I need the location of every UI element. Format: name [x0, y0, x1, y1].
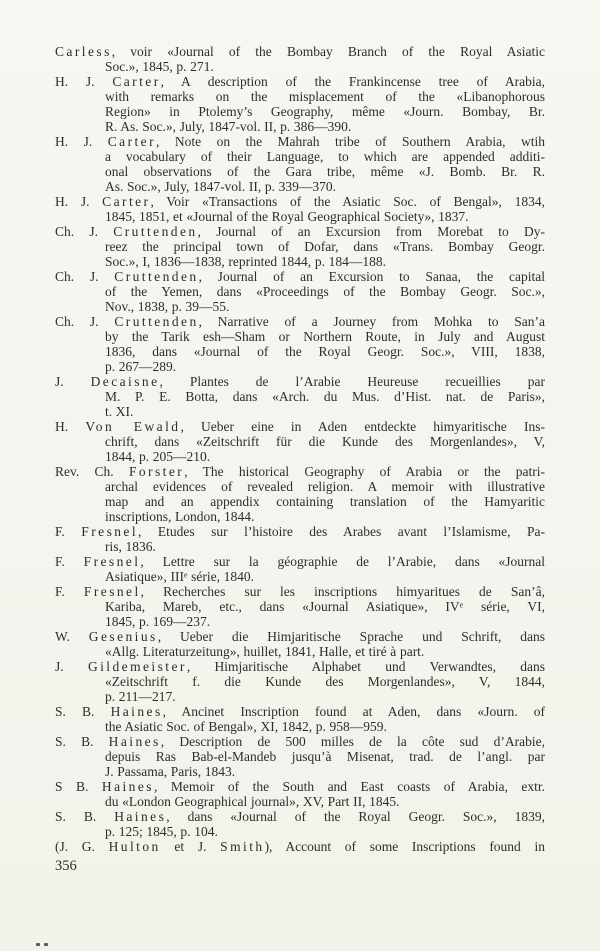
entry-line	[105, 644, 545, 659]
entry-text: p. 125; 1845, p. 104.	[105, 824, 218, 839]
entry-line	[105, 434, 545, 449]
author-name: Gildemeister	[87, 659, 187, 674]
page-number: 356	[55, 858, 77, 874]
entry-text: , Voir «Transactions of the Asiatic Soc. of Bengal», 1834,	[150, 194, 545, 209]
entry-line	[105, 344, 545, 359]
entry-text: H. J.	[55, 134, 108, 149]
entry-text: Kariba, Mareb, etc., dans «Journal Asiatique», IVᵉ série, VI,	[105, 599, 545, 614]
entry-line	[105, 749, 545, 764]
bibliography-entry	[55, 269, 545, 314]
bibliography-list	[55, 44, 545, 854]
entry-text: of the Yemen, dans «Proceedings of the Bombay Geogr. Soc.»,	[105, 284, 545, 299]
author-name: Carless	[55, 44, 112, 59]
entry-text: onal observations of the Gara tribe, même «J. Bomb. Br. R.	[105, 164, 545, 179]
entry-text: J. Passama, Paris, 1843.	[105, 764, 236, 779]
entry-line	[105, 824, 545, 839]
entry-text: map and an appendix containing translation of the Hamyaritic	[105, 494, 545, 509]
bibliography-entry	[55, 584, 545, 629]
bibliography-entry	[55, 704, 545, 734]
author-name: Smith	[220, 839, 265, 854]
entry-line	[55, 134, 545, 149]
bibliography-entry	[55, 314, 545, 374]
entry-text: F.	[55, 584, 84, 599]
entry-text: As. Soc.», July, 1847-vol. II, p. 339—370.	[105, 179, 336, 194]
entry-text: H.	[55, 419, 86, 434]
entry-text: «Zeitschrift f. die Kunde des Morgenlandes», V, 1844,	[105, 674, 545, 689]
entry-text: J.	[55, 374, 91, 389]
entry-text: M. P. E. Botta, dans «Arch. du Mus. d’Hist. nat. de Paris»,	[105, 389, 545, 404]
author-name: Forster	[128, 464, 185, 479]
bibliography-entry	[55, 194, 545, 224]
entry-line	[105, 239, 545, 254]
entry-text: , Etudes sur l’histoire des Arabes avant l’Islamisme, Pa-	[138, 524, 545, 539]
entry-text: , Journal of an Excursion from Morebat to Dy-	[197, 224, 545, 239]
entry-text: ), Account of some Inscriptions found in	[264, 839, 545, 854]
author-name: Gesenius	[88, 629, 158, 644]
entry-line	[55, 524, 545, 539]
entry-text: Ch. J.	[55, 314, 115, 329]
entry-text: H. J.	[55, 194, 103, 209]
entry-text: J.	[55, 659, 88, 674]
bibliography-entry	[55, 134, 545, 194]
entry-line	[105, 89, 545, 104]
entry-text: Region» in Ptolemy’s Geography, même «Journ. Bombay, Br.	[105, 104, 545, 119]
entry-text: Ch. J.	[55, 224, 114, 239]
entry-text: depuis Ras Bab-el-Mandeb jusqu’à Misenat, trad. de l’angl. par	[105, 749, 545, 764]
entry-text: (J. G.	[55, 839, 109, 854]
bibliography-entry	[55, 554, 545, 584]
entry-text: , Note on the Mahrah tribe of Southern Arabia, wtih	[156, 134, 545, 149]
entry-line	[55, 224, 545, 239]
entry-line	[105, 329, 545, 344]
entry-line	[55, 419, 545, 434]
entry-line	[55, 464, 545, 479]
entry-text: t. XI.	[105, 404, 134, 419]
bibliography-entry	[55, 524, 545, 554]
entry-line	[105, 539, 545, 554]
entry-text: , Himjaritische Alphabet und Verwandtes, dans	[186, 659, 545, 674]
author-name: Cruttenden	[113, 224, 198, 239]
entry-text: inscriptions, London, 1844.	[105, 509, 255, 524]
entry-text: du «London Geographical journal», XV, Part II, 1845.	[105, 794, 400, 809]
entry-text: , Ueber eine in Aden entdeckte himyaritische Ins-	[180, 419, 545, 434]
author-name: Fresnel	[81, 524, 139, 539]
entry-line	[105, 674, 545, 689]
entry-line	[55, 269, 545, 284]
entry-line	[105, 104, 545, 119]
author-name: Carter	[112, 74, 161, 89]
entry-line	[55, 314, 545, 329]
entry-text: the Asiatic Soc. of Bengal», XI, 1842, p. 958—959.	[105, 719, 387, 734]
entry-line	[105, 359, 545, 374]
entry-text: H. J.	[55, 74, 113, 89]
entry-text: , The historical Geography of Arabia or the patri-	[184, 464, 545, 479]
entry-line	[55, 74, 545, 89]
entry-line	[55, 734, 545, 749]
bibliography-entry	[55, 74, 545, 134]
entry-line	[105, 689, 545, 704]
entry-text: , Narrative of a Journey from Mohka to San’a	[198, 314, 545, 329]
entry-text: ris, 1836.	[105, 539, 156, 554]
entry-line	[105, 59, 545, 74]
entry-line	[105, 449, 545, 464]
entry-text: et J.	[160, 839, 221, 854]
entry-text: Ch. J.	[55, 269, 115, 284]
author-name: Cruttenden	[114, 314, 199, 329]
entry-line	[105, 389, 545, 404]
entry-text: , A description of the Frankincense tree of Arabia,	[160, 74, 545, 89]
bibliography-entry	[55, 659, 545, 704]
entry-text: S. B.	[55, 734, 109, 749]
entry-line	[55, 629, 545, 644]
bibliography-entry	[55, 374, 545, 419]
entry-text: with remarks on the misplacement of the «Libanophorous	[105, 89, 545, 104]
entry-line	[55, 779, 545, 794]
bibliography-entry	[55, 779, 545, 809]
entry-text: «Allg. Literaturzeitung», huillet, 1841, Halle, et tiré à part.	[105, 644, 425, 659]
bibliography-entry	[55, 629, 545, 659]
entry-line	[105, 764, 545, 779]
entry-line	[55, 809, 545, 824]
entry-text: a vocabulary of their Language, to which are appended additi-	[105, 149, 545, 164]
entry-text: Nov., 1838, p. 39—55.	[105, 299, 230, 314]
entry-line	[105, 404, 545, 419]
entry-line	[105, 719, 545, 734]
entry-line	[105, 284, 545, 299]
entry-text: F.	[55, 524, 82, 539]
entry-line	[105, 509, 545, 524]
entry-text: 1844, p. 205—210.	[105, 449, 211, 464]
bibliography-entry	[55, 464, 545, 524]
entry-text: chrift, dans «Zeitschrift für die Kunde des Morgenlandes», V,	[105, 434, 545, 449]
bibliography-entry	[55, 809, 545, 839]
entry-text: p. 211—217.	[105, 689, 176, 704]
entry-line	[105, 494, 545, 509]
author-name: Fresnel	[83, 554, 141, 569]
author-name: Haines	[101, 779, 154, 794]
entry-line	[105, 254, 545, 269]
entry-text: , Lettre sur la géographie de l’Arabie, dans «Journal	[140, 554, 546, 569]
author-name: Hulton	[108, 839, 161, 854]
entry-text: , Description de 500 milles de la côte sud d’Arabie,	[160, 734, 545, 749]
entry-line	[105, 119, 545, 134]
bibliography-entry	[55, 224, 545, 269]
bibliography-entry	[55, 419, 545, 464]
entry-line	[55, 659, 545, 674]
entry-text: p. 267—289.	[105, 359, 177, 374]
entry-text: , Plantes de l’Arabie Heureuse recueillies par	[159, 374, 545, 389]
entry-line	[105, 569, 545, 584]
entry-line	[55, 704, 545, 719]
bibliography-entry	[55, 839, 545, 854]
entry-text: Asiatique», IIIᵉ série, 1840.	[105, 569, 254, 584]
author-name: Haines	[108, 734, 161, 749]
entry-text: Rev. Ch.	[55, 464, 129, 479]
entry-text: S. B.	[55, 809, 115, 824]
author-name: Fresnel	[83, 584, 141, 599]
entry-text: Soc.», 1845, p. 271.	[105, 59, 214, 74]
entry-text: S B.	[55, 779, 102, 794]
entry-line	[55, 44, 545, 59]
entry-text: , voir «Journal of the Bombay Branch of the Royal Asiatic	[111, 44, 545, 59]
author-name: Carter	[107, 134, 157, 149]
author-name: Haines	[110, 704, 163, 719]
entry-text: , Ueber die Himjaritische Sprache und Schrift, dans	[157, 629, 545, 644]
entry-text: , Ancinet Inscription found at Aden, dans «Journ. of	[162, 704, 545, 719]
entry-line	[55, 194, 545, 209]
entry-text: , dans «Journal of the Royal Geogr. Soc.», 1839,	[166, 809, 546, 824]
entry-line	[105, 599, 545, 614]
entry-text: F.	[55, 554, 84, 569]
entry-text: reez the principal town of Dofar, dans «Trans. Bombay Geogr.	[105, 239, 545, 254]
entry-text: , Recherches sur les inscriptions himyaritues de San’â,	[140, 584, 546, 599]
author-name: Von Ewald	[85, 419, 181, 434]
entry-line	[105, 299, 545, 314]
author-name: Cruttenden	[114, 269, 199, 284]
entry-text: W.	[55, 629, 89, 644]
entry-line	[55, 584, 545, 599]
entry-text: , Memoir of the South and East coasts of Arabia, extr.	[153, 779, 545, 794]
entry-text: S. B.	[55, 704, 111, 719]
scan-artifact	[36, 942, 50, 947]
entry-text: 1836, dans «Journal of the Royal Geogr. Soc.», VIII, 1838,	[105, 344, 545, 359]
author-name: Decaisne	[90, 374, 160, 389]
entry-line	[105, 149, 545, 164]
entry-text: 1845, p. 169—237.	[105, 614, 211, 629]
entry-line	[105, 179, 545, 194]
entry-line	[105, 794, 545, 809]
entry-line	[105, 164, 545, 179]
entry-text: Soc.», I, 1836—1838, reprinted 1844, p. 184—188.	[105, 254, 386, 269]
entry-line	[105, 614, 545, 629]
entry-line	[105, 209, 545, 224]
bibliography-entry	[55, 734, 545, 779]
entry-line	[55, 374, 545, 389]
bibliography-entry	[55, 44, 545, 74]
author-name: Haines	[114, 809, 167, 824]
entry-text: archal evidences of revealed religion. A memoir with illustrative	[105, 479, 545, 494]
entry-text: R. As. Soc.», July, 1847-vol. II, p. 386—390.	[105, 119, 352, 134]
entry-text: , Journal of an Excursion to Sanaa, the capital	[198, 269, 545, 284]
entry-text: 1845, 1851, et «Journal of the Royal Geographical Society», 1837.	[105, 209, 469, 224]
entry-line	[55, 554, 545, 569]
entry-text: by the Tarik esh—Sham or Northern Route, in July and August	[105, 329, 545, 344]
entry-line	[55, 839, 545, 854]
entry-line	[105, 479, 545, 494]
author-name: Carter	[102, 194, 151, 209]
